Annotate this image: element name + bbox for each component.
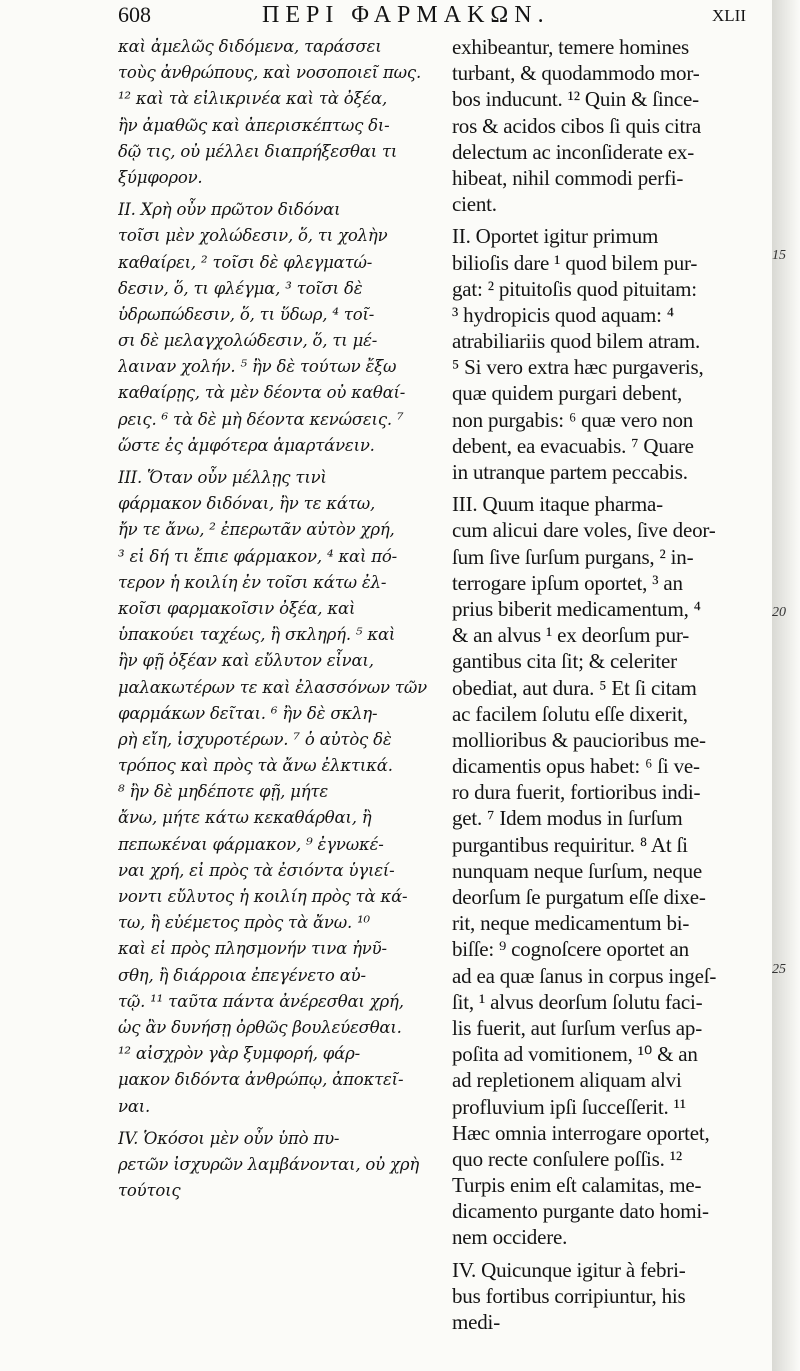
margin-line-number: 20 xyxy=(772,605,786,620)
text-line: ὑπακούει ταχέως, ἢ σκληρή. ⁵ καὶ xyxy=(118,625,396,645)
text-line: ⁵ Si vero extra hæc purgaveris, xyxy=(452,355,704,380)
text-line: quo recte conſulere poſſis. ¹² xyxy=(452,1146,682,1171)
text-line: σι δὲ μελαγχολώδεσιν, ὅ, τι μέ- xyxy=(118,331,378,351)
text-line: ἄνω, μήτε κάτω κεκαθάρθαι, ἢ xyxy=(118,808,372,828)
text-line: ros & acidos cibos ſi quis citra xyxy=(452,113,702,138)
text-line: ſit, ¹ alvus deorſum ſolutu faci- xyxy=(452,989,703,1014)
text-line: profluvium ipſi ſucceſſerit. ¹¹ xyxy=(452,1094,686,1119)
text-line: ⁸ ἢν δὲ μηδέποτε φῇ, μήτε xyxy=(118,782,328,802)
text-line: ad ea quæ ſanus in corpus ingeſ- xyxy=(452,963,717,988)
signature-mark: XLII xyxy=(712,6,746,25)
text-line: dicamento purgante dato homi- xyxy=(452,1199,709,1224)
text-line: τοὺς ἀνθρώπους, καὶ νοσοποιεῖ πως. xyxy=(118,63,422,83)
text-line: ὑδρωπώδεσιν, ὅ, τι ὕδωρ, ⁴ τοῖ- xyxy=(118,304,375,324)
text-line: in utranque partem peccabis. xyxy=(452,460,688,484)
text-line: poſita ad vomitionem, ¹⁰ & an xyxy=(452,1042,698,1067)
text-line: bilioſis dare ¹ quod bilem pur- xyxy=(452,250,698,275)
text-line: ξύμφορον. xyxy=(118,167,203,187)
margin-line-numbers xyxy=(772,0,800,1371)
text-line: μακον διδόντα ἀνθρώπῳ, ἀποκτεῖ- xyxy=(118,1070,404,1090)
text-line: nunquam neque ſurſum, neque xyxy=(452,858,703,883)
text-line: φαρμάκων δεῖται. ⁶ ἢν δὲ σκλη- xyxy=(118,703,378,723)
text-line: quæ quidem purgari debent, xyxy=(452,381,683,406)
running-head-title: ΠΕΡΙ ΦΑΡΜΑΚΩΝ. xyxy=(262,2,550,28)
text-line: καθαίρει, ² τοῖσι δὲ φλεγματώ- xyxy=(118,252,373,272)
margin-line-number: 25 xyxy=(772,962,786,977)
text-line: cient. xyxy=(452,192,497,217)
text-line: τρόπος καὶ πρὸς τὰ ἄνω ἐλκτικά. xyxy=(118,756,393,776)
text-line: ὥστε ἐς ἀμφότερα ἁμαρτάνειν. xyxy=(118,435,375,455)
text-line: τοῖσι μὲν χολώδεσιν, ὅ, τι χολὴν xyxy=(118,226,388,246)
text-line: Turpis enim eſt calamitas, me- xyxy=(452,1173,702,1198)
page-number: 608 xyxy=(118,2,151,27)
text-line: ¹² καὶ τὰ εἰλικρινέα καὶ τὰ ὀξέα, xyxy=(118,89,388,109)
text-line: IV. Ὁκόσοι μὲν οὖν ὑπὸ πυ- xyxy=(118,1128,340,1148)
text-line: medi- xyxy=(452,1310,500,1334)
text-line: ro dura fuerit, fortioribus indi- xyxy=(452,780,701,805)
text-line: bos inducunt. ¹² Quin & ſince- xyxy=(452,87,699,112)
text-line: atrabiliariis quod bilem atram. xyxy=(452,329,701,354)
text-line: III. Ὅταν οὖν μέλλῃς τινὶ xyxy=(118,468,327,487)
text-line: ³ εἰ δή τι ἔπιε φάρμακον, ⁴ καὶ πό- xyxy=(118,546,398,566)
text-line: ac facilem ſolutu eſſe dixerit, xyxy=(452,701,688,726)
text-line: mollioribus & paucioribus me- xyxy=(452,727,706,752)
text-line: ναι χρή, εἰ πρὸς τὰ ἐσιόντα ὑγιεί- xyxy=(118,860,395,880)
margin-line-number: 15 xyxy=(772,248,786,263)
text-line: τούτοις xyxy=(118,1181,181,1201)
text-line: ἤν τε ἄνω, ² ἐπερωτᾶν αὐτὸν χρή, xyxy=(118,520,395,540)
text-line: καθαίρῃς, τὰ μὲν δέοντα οὐ καθαί- xyxy=(118,383,406,403)
text-line: IV. Quicunque igitur à febri- xyxy=(452,1257,686,1282)
text-line: ὡς ἂν δυνήσῃ ὀρθῶς βουλεύεσθαι. xyxy=(118,1017,402,1037)
text-line: δεσιν, ὅ, τι φλέγμα, ³ τοῖσι δὲ xyxy=(118,278,363,298)
text-line: καὶ ἀμελῶς διδόμενα, ταράσσει xyxy=(118,37,382,56)
text-line: φάρμακον διδόναι, ἢν τε κάτω, xyxy=(118,494,376,514)
text-line: exhibeantur, temere homines xyxy=(452,35,689,59)
text-line: get. ⁷ Idem modus in ſurſum xyxy=(452,806,683,831)
text-line: III. Quum itaque pharma- xyxy=(452,492,663,517)
text-line: ¹² αἰσχρὸν γὰρ ξυμφορή, φάρ- xyxy=(118,1044,360,1064)
text-line: ρεις. ⁶ τὰ δὲ μὴ δέοντα κενώσεις. ⁷ xyxy=(118,409,404,429)
text-line: II. Χρὴ οὖν πρῶτον διδόναι xyxy=(118,200,341,220)
text-line: II. Oportet igitur primum xyxy=(452,224,659,249)
page-gutter-shadow xyxy=(772,0,800,1371)
text-line: nem occidere. xyxy=(452,1225,568,1250)
latin-text-column xyxy=(452,34,764,1335)
text-line: ſum ſive ſurſum purgans, ² in- xyxy=(452,544,694,569)
text-line: purgantibus requiritur. ⁸ At ſi xyxy=(452,832,688,857)
text-line: κοῖσι φαρμακοῖσιν ὀξέα, καὶ xyxy=(118,598,356,618)
text-line: deorſum ſe purgatum eſſe dixe- xyxy=(452,885,706,909)
text-line: dicamentis opus habet: ⁶ ſi ve- xyxy=(452,754,700,779)
text-line: τῷ. ¹¹ ταῦτα πάντα ἀνέρεσθαι χρή, xyxy=(118,991,404,1011)
text-line: terrogare ipſum oportet, ³ an xyxy=(452,570,683,595)
text-line: delectum ac inconſiderate ex- xyxy=(452,139,694,164)
text-line: prius biberit medicamentum, ⁴ xyxy=(452,596,701,621)
text-line: σθη, ἢ διάρροια ἐπεγένετο αὐ- xyxy=(118,965,366,985)
text-line: τω, ἢ εὐέμετος πρὸς τὰ ἄνω. ¹⁰ xyxy=(118,913,370,933)
text-line: πεπωκέναι φάρμακον, ⁹ ἐγνωκέ- xyxy=(118,834,384,854)
text-line: ³ hydropicis quod aquam: ⁴ xyxy=(452,302,674,327)
page-header xyxy=(0,0,800,32)
text-line: ρὴ εἴη, ἰσχυροτέρων. ⁷ ὁ αὐτὸς δὲ xyxy=(118,729,392,749)
text-line: ρετῶν ἰσχυρῶν λαμβάνονται, οὐ χρὴ xyxy=(118,1154,420,1174)
text-line: μαλακωτέρων τε καὶ ἐλασσόνων τῶν xyxy=(118,677,427,697)
text-line: ναι. xyxy=(118,1096,151,1116)
text-line: τερον ἡ κοιλίη ἐν τοῖσι κάτω ἐλ- xyxy=(118,572,387,592)
text-line: ἢν ἀμαθῶς καὶ ἀπερισκέπτως δι- xyxy=(118,115,390,135)
text-line: hibeat, nihil commodi perfi- xyxy=(452,165,684,190)
text-line: debent, ea evacuabis. ⁷ Quare xyxy=(452,433,694,458)
greek-text-column xyxy=(118,34,438,1204)
text-line: λαιναν χολήν. ⁵ ἢν δὲ τούτων ἔξω xyxy=(118,357,397,377)
text-line: rit, neque medicamentum bi- xyxy=(452,911,690,936)
text-line: gat: ² pituitoſis quod pituitam: xyxy=(452,276,697,301)
text-line: & an alvus ¹ ex deorſum pur- xyxy=(452,623,690,648)
text-line: gantibus cita ſit; & celeriter xyxy=(452,649,677,674)
text-line: non purgabis: ⁶ quæ vero non xyxy=(452,407,694,432)
text-line: cum alicui dare voles, ſive deor- xyxy=(452,518,716,543)
text-line: obediat, aut dura. ⁵ Et ſi citam xyxy=(452,675,697,700)
text-line: bus fortibus corripiuntur, his xyxy=(452,1283,686,1308)
text-line: biſſe: ⁹ cognoſcere oportet an xyxy=(452,937,689,962)
text-line: Hæc omnia interrogare oportet, xyxy=(452,1120,710,1145)
text-line: lis fuerit, aut ſurſum verſus ap- xyxy=(452,1015,703,1040)
text-line: ἢν φῇ ὀξέαν καὶ εὔλυτον εἶναι, xyxy=(118,651,374,671)
text-line: καὶ εἰ πρὸς πλησμονήν τινα ἠνῦ- xyxy=(118,939,387,959)
text-line: νοντι εὔλυτος ἡ κοιλίη πρὸς τὰ κά- xyxy=(118,887,408,906)
text-line: ad repletionem aliquam alvi xyxy=(452,1068,682,1093)
text-line: δῷ τις, οὐ μέλλει διαπρήξεσθαι τι xyxy=(118,141,398,161)
text-line: turbant, & quodammodo mor- xyxy=(452,61,700,86)
